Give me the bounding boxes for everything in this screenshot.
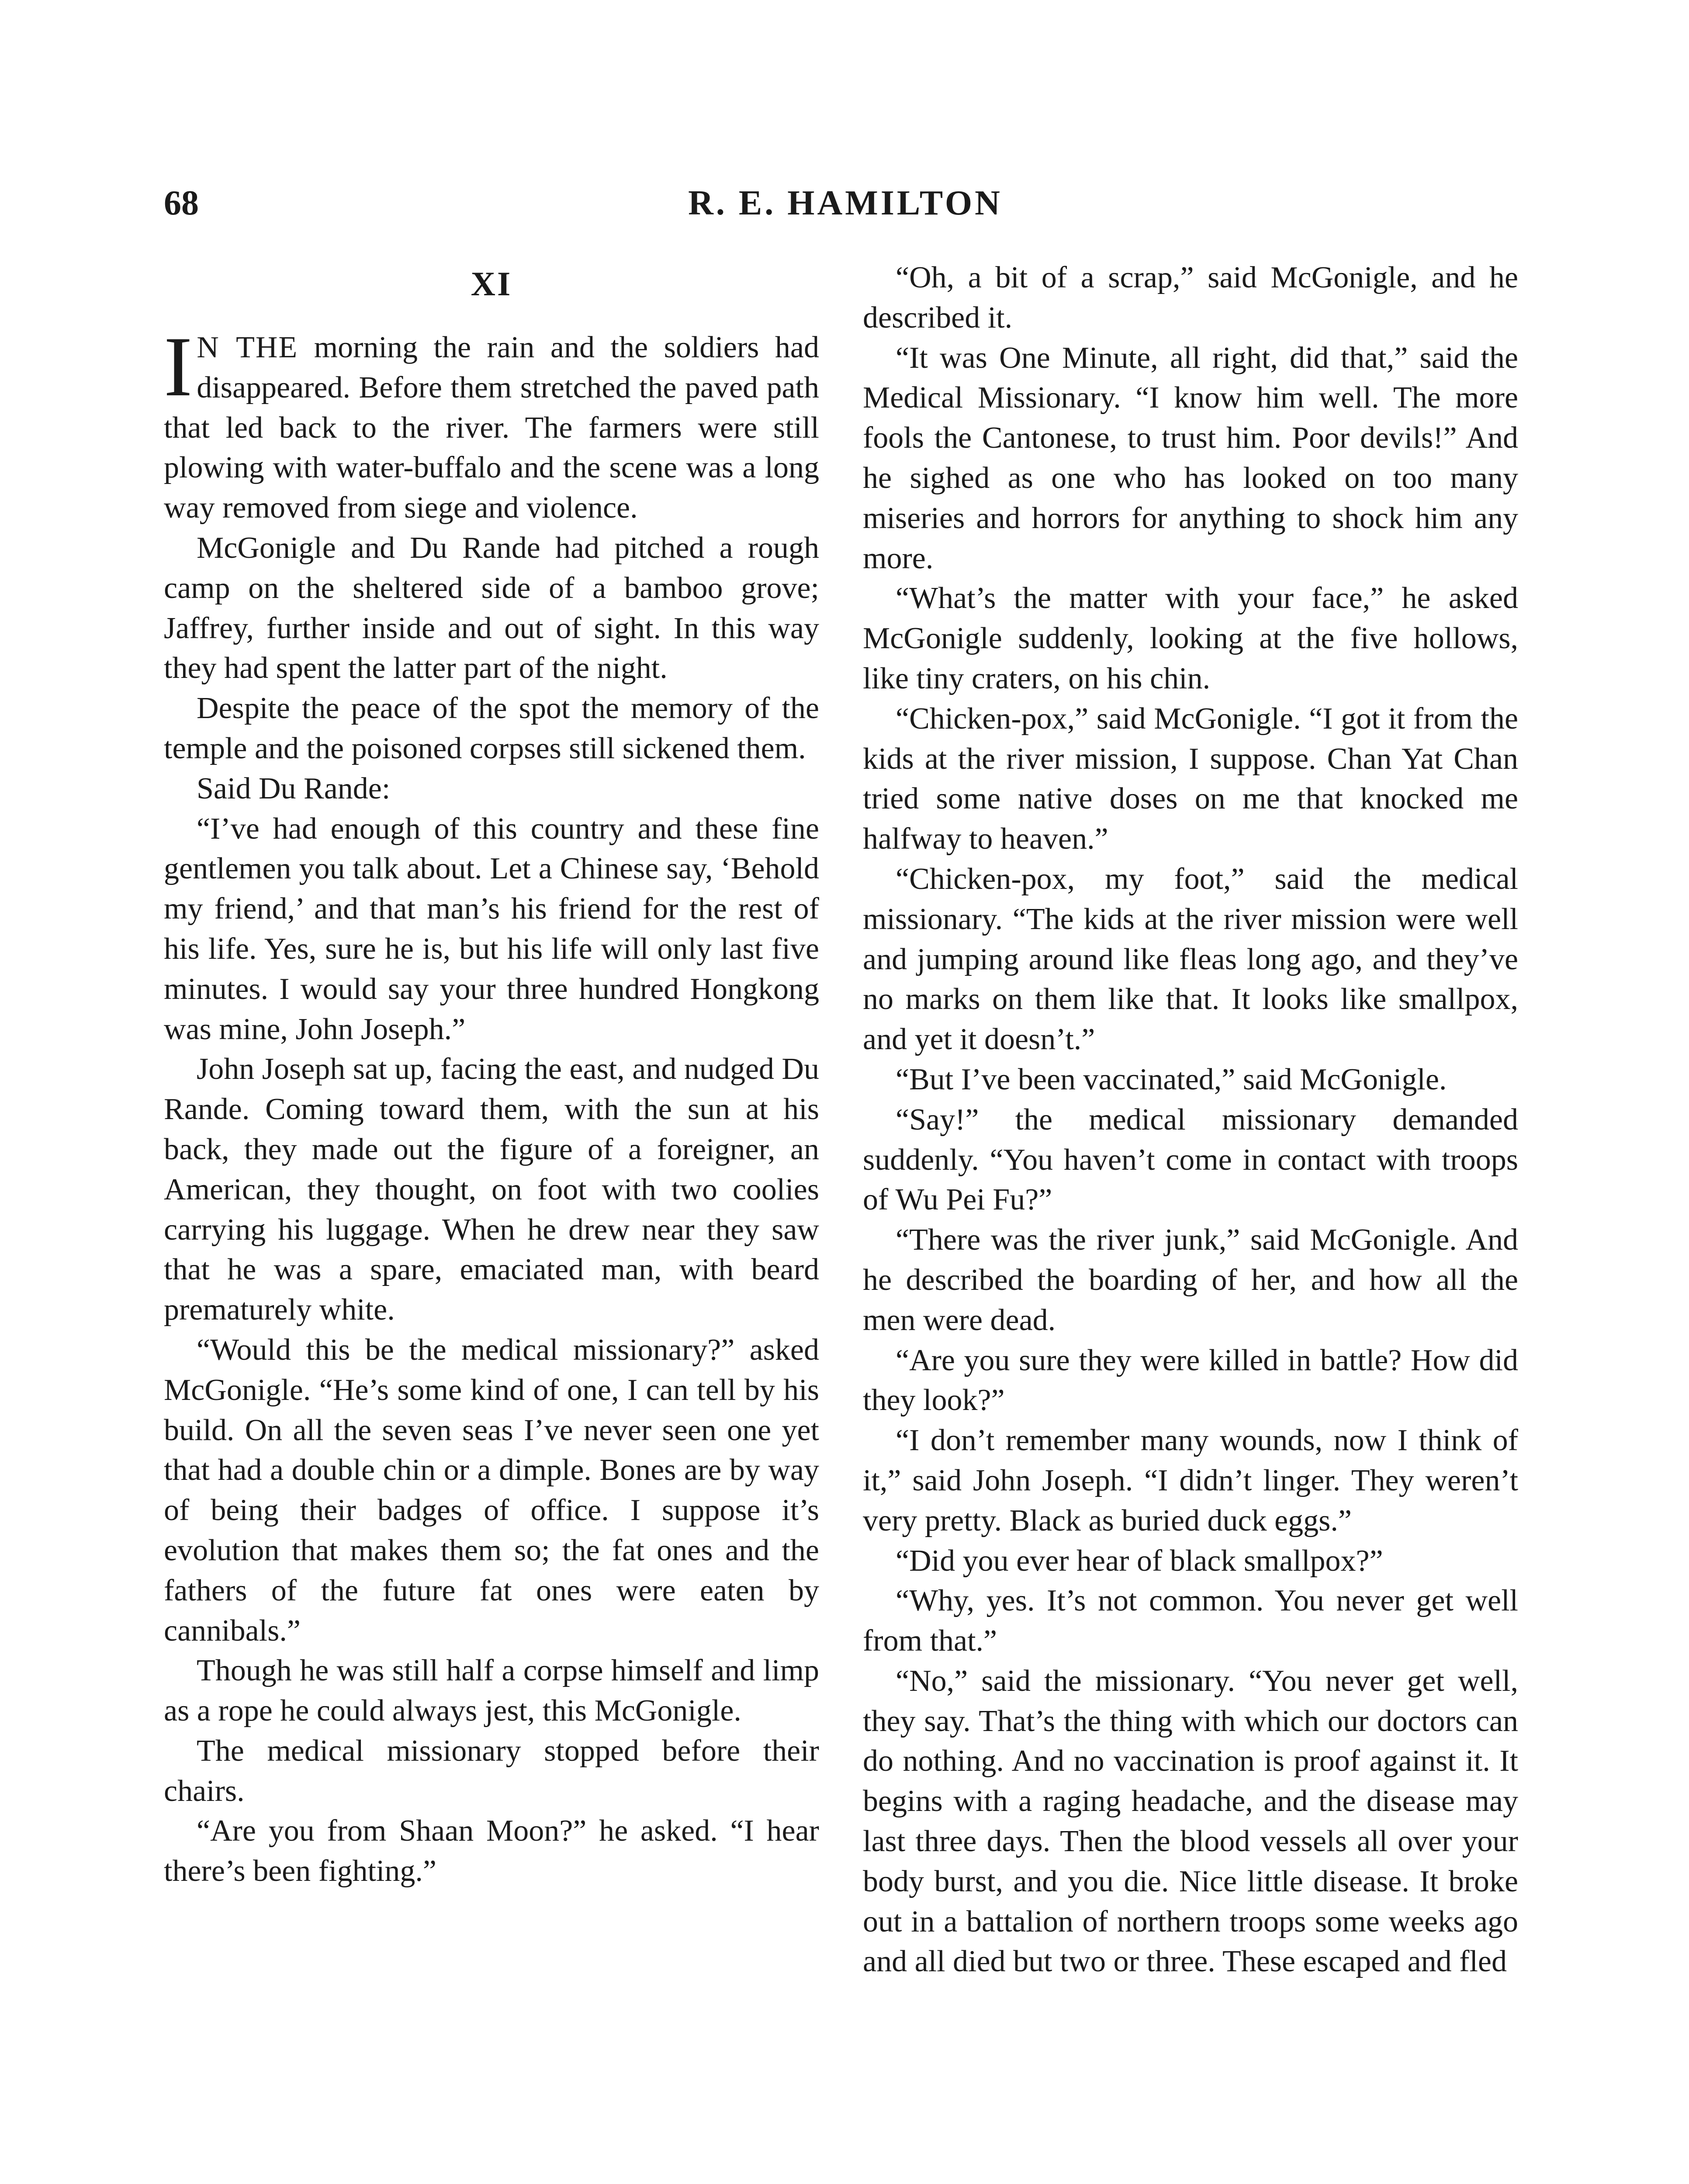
paragraph: “Chicken-pox,” said McGonigle. “I got it from the kids at the river mission, I suppose. Chan Yat Chan tried some native doses on me that knocked me halfway to heaven.” bbox=[863, 702, 1518, 856]
chapter-number: XI bbox=[471, 265, 512, 303]
paragraph: “There was the river junk,” said McGonigle. And he described the boarding of her, and how all the men were dead. bbox=[863, 1223, 1518, 1337]
paragraph: Despite the peace of the spot the memory of the temple and the poisoned corpses still sickened them. bbox=[164, 691, 819, 765]
opening-first-word: N THE bbox=[197, 331, 298, 364]
right-column bbox=[863, 258, 1518, 1982]
paragraph: “Oh, a bit of a scrap,” said McGonigle, and he described it. bbox=[863, 261, 1518, 335]
left-column bbox=[164, 258, 819, 1891]
paragraph: “It was One Minute, all right, did that,” said the Medical Missionary. “I know him well. The more fools the Cantonese, to trust him. Poor devils!” And he sighed as one who has looked on too many miseries and horrors for anything to shock him any more. bbox=[863, 341, 1518, 575]
paragraph: “Are you sure they were killed in battle? How did they look?” bbox=[863, 1343, 1518, 1417]
paragraph: “Did you ever hear of black smallpox?” bbox=[896, 1544, 1383, 1578]
page-number: 68 bbox=[164, 184, 199, 222]
paragraph: “Say!” the medical missionary demanded suddenly. “You haven’t come in contact with troops of Wu Pei Fu?” bbox=[863, 1102, 1518, 1217]
paragraph: “I’ve had enough of this country and these fine gentlemen you talk about. Let a Chinese say, ‘Behold my friend,’ and that man’s his friend for the rest of his life. Yes, sure he is, but his life will only last five minutes. I would say your three hundred Hongkong was mine, John Joseph.” bbox=[164, 812, 819, 1046]
paragraph: “Are you from Shaan Moon?” he asked. “I hear there’s been fighting.” bbox=[164, 1814, 819, 1888]
drop-cap: I bbox=[164, 319, 193, 414]
opening-paragraph bbox=[164, 319, 819, 528]
paragraph: “I don’t remember many wounds, now I think of it,” said John Joseph. “I didn’t linger. They weren’t very pretty. Black as buried duck eggs.” bbox=[863, 1424, 1518, 1538]
paragraph: Though he was still half a corpse himself and limp as a rope he could always jest, this McGonigle. bbox=[164, 1654, 819, 1728]
paragraph: Said Du Rande: bbox=[197, 771, 391, 805]
paragraph: The medical missionary stopped before their chairs. bbox=[164, 1734, 819, 1808]
paragraph: “Would this be the medical missionary?” asked McGonigle. “He’s some kind of one, I can tell by his build. On all the seven seas I’ve never seen one yet that had a double chin or a dimple. Bones are by way of being their badges of office. I suppose it’s evolution that makes them so; the fat ones and the fathers of the future fat ones were eaten by cannibals.” bbox=[164, 1333, 819, 1648]
opening-text: morning the rain and the soldiers had disappeared. Before them stretched the paved path that led back to the river. The farmers were still plowing with water-buffalo and the scene was a long way removed from siege and violence. bbox=[164, 331, 819, 525]
paragraph: “But I’ve been vaccinated,” said McGonigle. bbox=[896, 1062, 1447, 1096]
page-header bbox=[164, 175, 1527, 232]
paragraph: “What’s the matter with your face,” he asked McGonigle suddenly, looking at the five hollows, like tiny craters, on his chin. bbox=[863, 581, 1518, 695]
paragraph: McGonigle and Du Rande had pitched a rough camp on the sheltered side of a bamboo grove; Jaffrey, further inside and out of sight. In this way they had spent the latter part of the night. bbox=[164, 531, 819, 685]
paragraph: “Why, yes. It’s not common. You never get well from that.” bbox=[863, 1584, 1518, 1658]
running-head: R. E. HAMILTON bbox=[688, 184, 1003, 222]
paragraph: “No,” said the missionary. “You never get well, they say. That’s the thing with which our doctors can do nothing. And no vaccination is proof against it. It begins with a raging headache, and the disease may last three days. Then the blood vessels all over your body burst, and you die. Nice little disease. It broke out in a battalion of northern troops some weeks ago and all died but two or three. These escaped and fled bbox=[863, 1664, 1518, 1979]
paragraph: “Chicken-pox, my foot,” said the medical missionary. “The kids at the river mission were well and jumping around like fleas long ago, and they’ve no marks on them like that. It looks like smallpox, and yet it doesn’t.” bbox=[863, 862, 1518, 1057]
paragraph: John Joseph sat up, facing the east, and nudged Du Rande. Coming toward them, with the sun at his back, they made out the figure of a foreigner, an American, they thought, on foot with two coolies carrying his luggage. When he drew near they saw that he was a spare, emaciated man, with beard prematurely white. bbox=[164, 1052, 819, 1327]
